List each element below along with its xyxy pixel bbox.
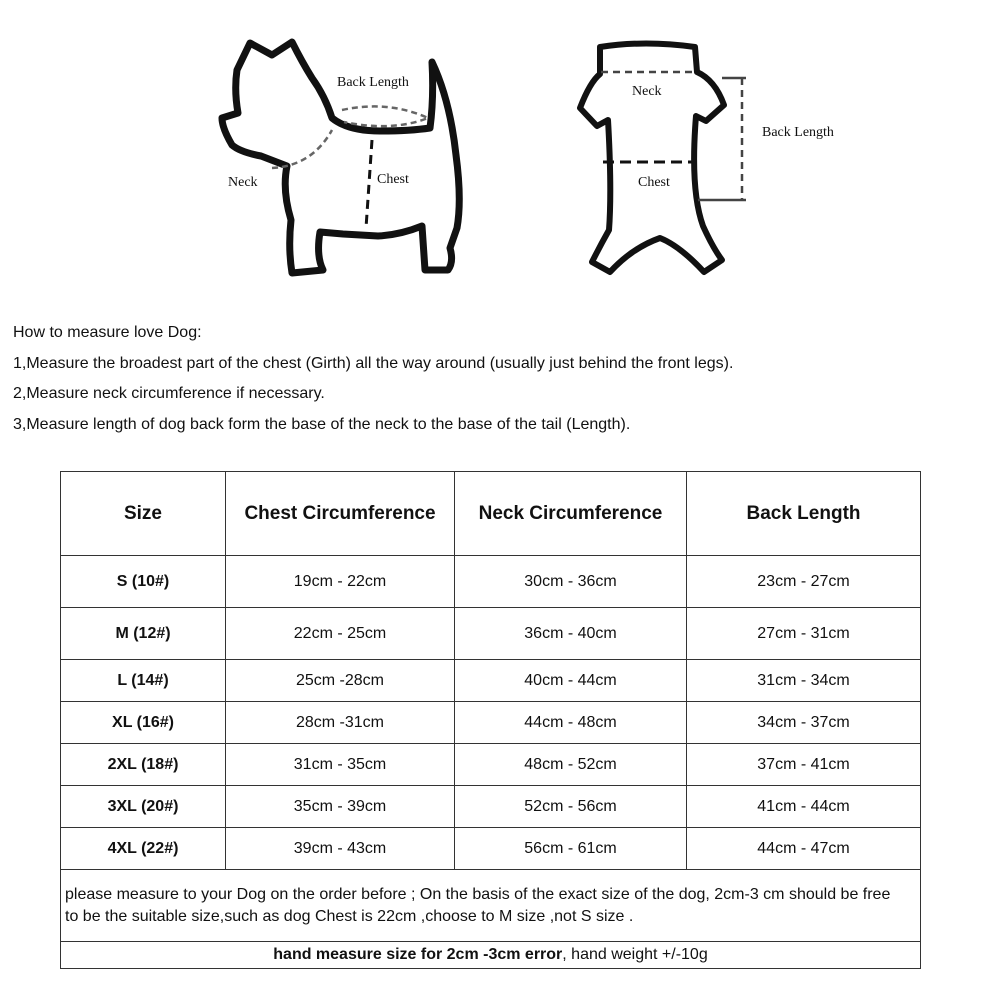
neck-cell: 56cm - 61cm [455,828,687,870]
size-cell: S (10#) [61,556,226,608]
table-row [61,702,921,744]
dog-neck-label: Neck [228,175,258,190]
measurement-error-bold: hand measure size for 2cm -3cm error [273,946,563,963]
sizing-note-line: please measure to your Dog on the order before ; On the basis of the exact size of the dog, 2cm-3 cm should be free [65,885,891,903]
size-cell: L (14#) [61,660,226,702]
dog-back-length-label: Back Length [337,75,409,90]
chest-cell: 25cm -28cm [226,660,455,702]
chest-cell: 39cm - 43cm [226,828,455,870]
table-row [61,556,921,608]
back-length-cell: 34cm - 37cm [687,702,921,744]
size-cell: M (12#) [61,608,226,660]
chest-cell: 19cm - 22cm [226,556,455,608]
measurement-weight-note: , hand weight +/-10g [562,946,708,963]
chest-cell: 35cm - 39cm [226,786,455,828]
table-row [61,744,921,786]
shirt-chest-label: Chest [638,175,670,190]
size-cell: XL (16#) [61,702,226,744]
back-length-cell: 44cm - 47cm [687,828,921,870]
table-header-row [61,472,921,556]
header-back-length: Back Length [687,472,921,556]
table-row [61,660,921,702]
instruction-step: 1,Measure the broadest part of the chest (Girth) all the way around (usually just behind the front legs). [13,354,734,372]
dog-chest-label: Chest [377,172,409,187]
table-row [61,608,921,660]
table-row [61,786,921,828]
sizing-note [61,870,921,942]
instructions-title: How to measure love Dog: [13,324,202,341]
back-length-cell: 23cm - 27cm [687,556,921,608]
size-cell: 2XL (18#) [61,744,226,786]
size-cell: 4XL (22#) [61,828,226,870]
back-length-cell: 37cm - 41cm [687,744,921,786]
table-row [61,828,921,870]
footer-row [61,942,921,969]
size-chart-table [60,471,921,969]
shirt-back-length-label: Back Length [762,125,834,140]
neck-cell: 30cm - 36cm [455,556,687,608]
size-cell: 3XL (20#) [61,786,226,828]
dog-shirt-illustration [580,44,724,273]
instruction-step: 3,Measure length of dog back form the base of the neck to the base of the tail (Length). [13,415,631,433]
chest-cell: 22cm - 25cm [226,608,455,660]
neck-cell: 48cm - 52cm [455,744,687,786]
chest-cell: 28cm -31cm [226,702,455,744]
header-chest: Chest Circumference [226,472,455,556]
back-length-cell: 27cm - 31cm [687,608,921,660]
back-length-cell: 31cm - 34cm [687,660,921,702]
neck-cell: 40cm - 44cm [455,660,687,702]
instruction-step: 2,Measure neck circumference if necessary. [13,385,325,402]
dog-back-dash-line [342,106,428,126]
sizing-note-line: to be the suitable size,such as dog Chest is 22cm ,choose to M size ,not S size . [65,907,634,925]
neck-cell: 36cm - 40cm [455,608,687,660]
header-size: Size [61,472,226,556]
neck-cell: 44cm - 48cm [455,702,687,744]
shirt-neck-label: Neck [632,84,662,99]
dog-chest-dash-line [366,140,372,228]
note-row [61,870,921,942]
chest-cell: 31cm - 35cm [226,744,455,786]
measurement-error-note [61,942,921,969]
measurement-diagram [0,0,1000,300]
neck-cell: 52cm - 56cm [455,786,687,828]
measure-instructions [13,318,733,440]
back-length-cell: 41cm - 44cm [687,786,921,828]
header-neck: Neck Circumference [455,472,687,556]
